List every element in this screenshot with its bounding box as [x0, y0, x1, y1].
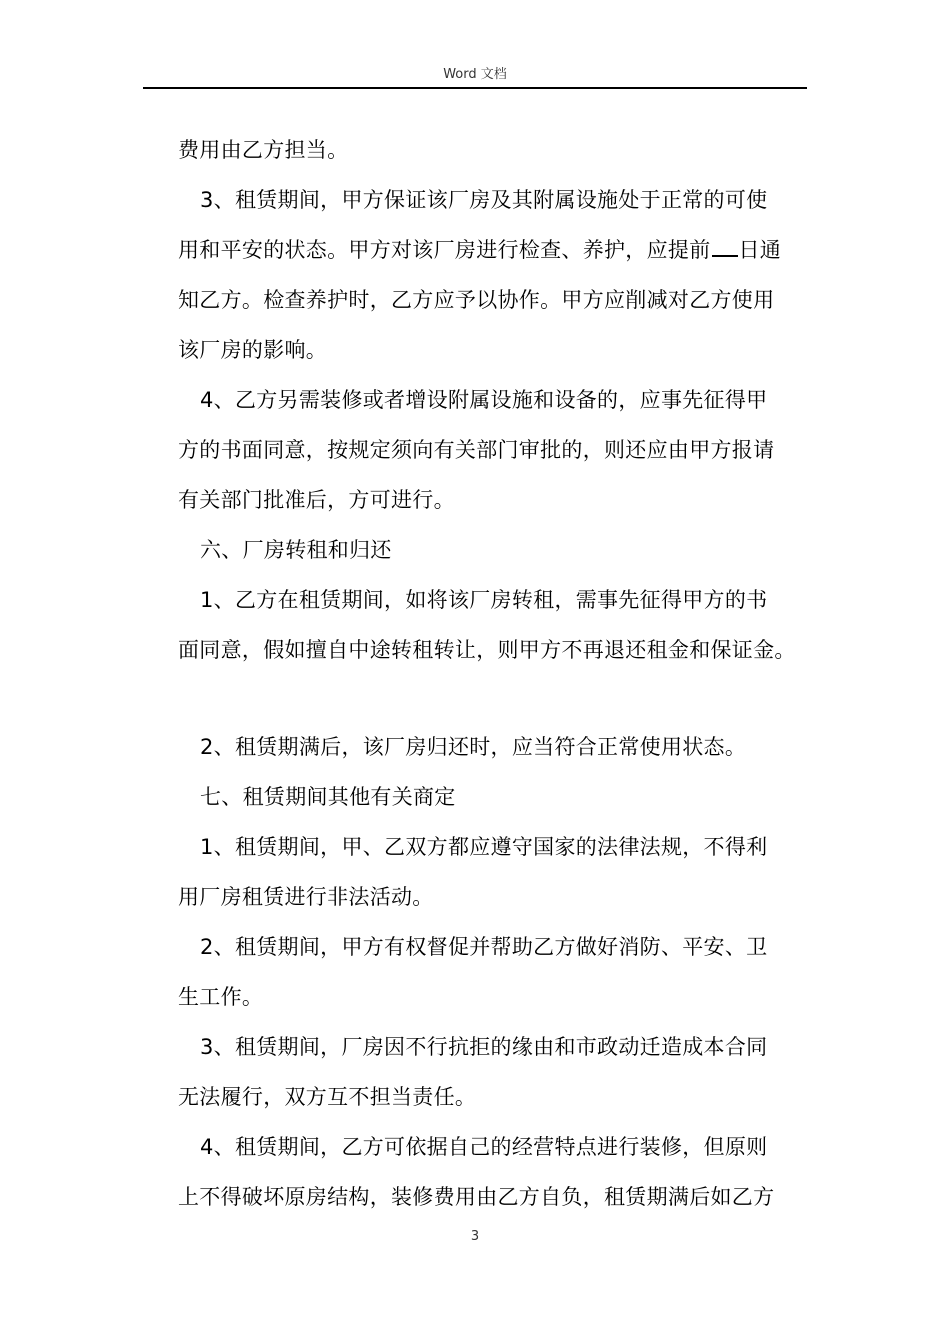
section-heading: 七、租赁期间其他有关商定 [200, 785, 456, 809]
paragraph-line: 3、租赁期间，甲方保证该厂房及其附属设施处于正常的可使 [200, 188, 768, 212]
paragraph-line: 生工作。 [178, 985, 264, 1009]
paragraph-line: 上不得破坏原房结构，装修费用由乙方自负，租赁期满后如乙方 [178, 1185, 775, 1209]
paragraph-line: 有关部门批准后，方可进行。 [178, 488, 455, 512]
page-header [0, 66, 950, 84]
header-rule [143, 87, 807, 89]
paragraph-line: 2、租赁期间，甲方有权督促并帮助乙方做好消防、平安、卫 [200, 935, 768, 959]
paragraph-line: 无法履行，双方互不担当责任。 [178, 1085, 477, 1109]
paragraph-line: 知乙方。检查养护时，乙方应予以协作。甲方应削减对乙方使用 [178, 288, 775, 312]
paragraph-line: 费用由乙方担当。 [178, 138, 349, 162]
paragraph-line: 3、租赁期间，厂房因不行抗拒的缘由和市政动迁造成本合同 [200, 1035, 768, 1059]
paragraph-line: 1、乙方在租赁期间，如将该厂房转租，需事先征得甲方的书 [200, 588, 768, 612]
paragraph-line: 方的书面同意，按规定须向有关部门审批的，则还应由甲方报请 [178, 438, 775, 462]
paragraph-line-part: 日通 [738, 238, 782, 262]
paragraph-line: 用厂房租赁进行非法活动。 [178, 885, 434, 909]
page-number: 3 [470, 1229, 480, 1244]
paragraph-line [178, 236, 781, 264]
paragraph-line-part: 用和平安的状态。甲方对该厂房进行检查、养护，应提前 [178, 238, 711, 262]
paragraph-line: 面同意，假如擅自中途转租转让，则甲方不再退还租金和保证金。 [178, 638, 796, 662]
paragraph-line: 2、租赁期满后，该厂房归还时，应当符合正常使用状态。 [200, 735, 747, 759]
fill-in-blank [712, 237, 738, 257]
header-title: Word 文档 [443, 67, 507, 82]
paragraph-line: 4、乙方另需装修或者增设附属设施和设备的，应事先征得甲 [200, 388, 768, 412]
paragraph-line: 4、租赁期间，乙方可依据自己的经营特点进行装修，但原则 [200, 1135, 768, 1159]
paragraph-line: 1、租赁期间，甲、乙双方都应遵守国家的法律法规，不得利 [200, 835, 768, 859]
paragraph-line: 该厂房的影响。 [178, 338, 328, 362]
page-footer [0, 1229, 950, 1244]
section-heading: 六、厂房转租和归还 [200, 538, 392, 562]
